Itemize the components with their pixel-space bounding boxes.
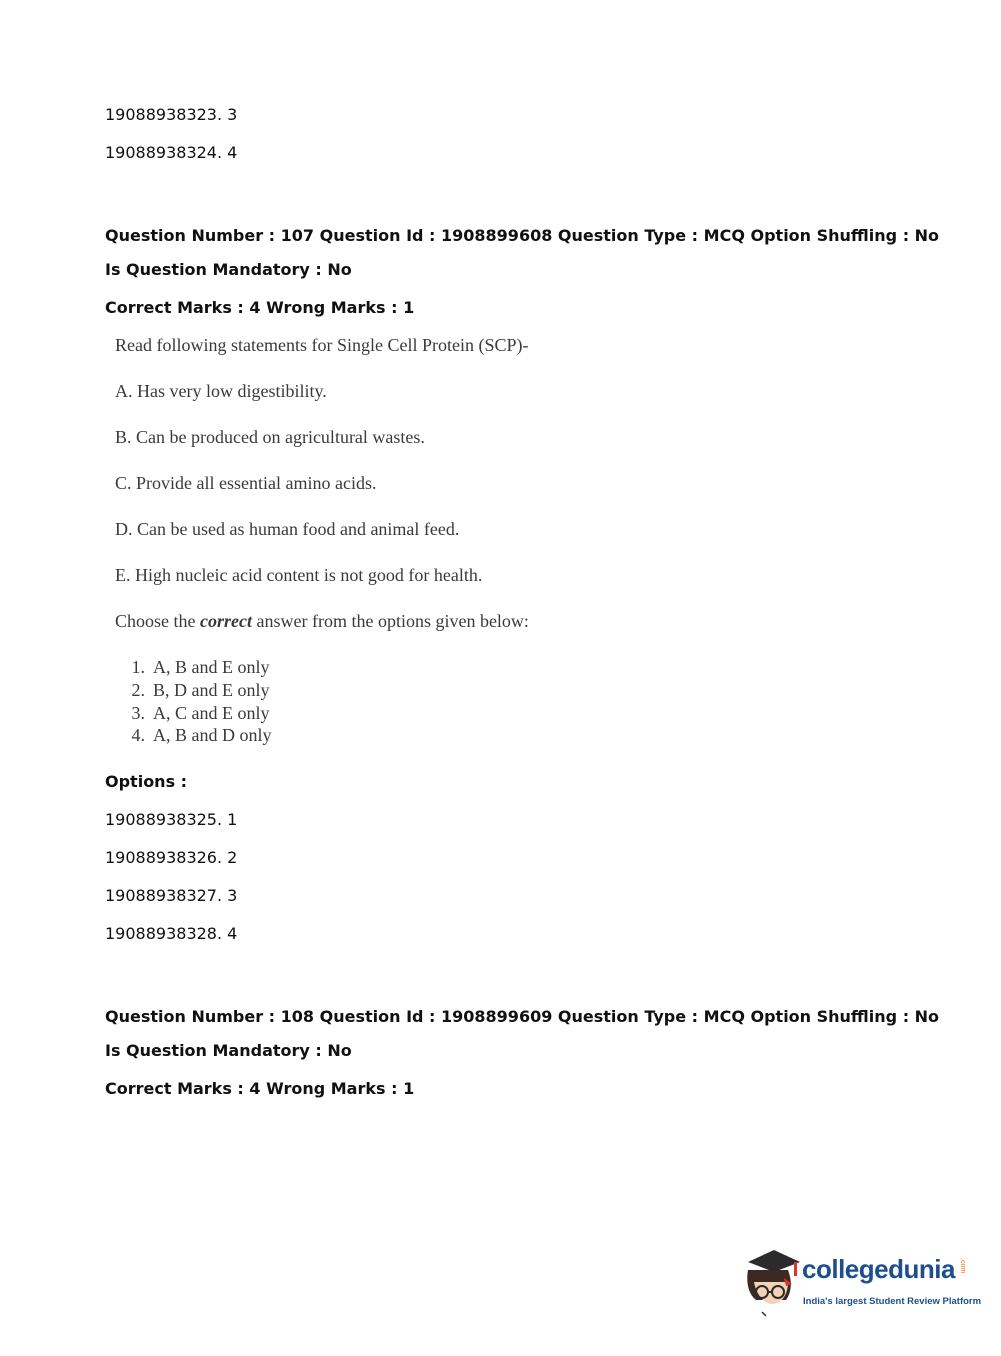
- statement: E. High nucleic acid content is not good for health.: [115, 565, 483, 585]
- question-marks: Correct Marks : 4 Wrong Marks : 1: [105, 298, 415, 317]
- option-line: 19088938326. 2: [105, 848, 238, 867]
- choose-emphasis: correct: [200, 611, 252, 631]
- collegedunia-logo: [740, 1248, 982, 1318]
- choose-instruction: [115, 610, 529, 632]
- choice-item: [115, 724, 272, 746]
- choice-text: A, C and E only: [153, 703, 270, 723]
- question-marks: Correct Marks : 4 Wrong Marks : 1: [105, 1079, 415, 1098]
- statement: C. Provide all essential amino acids.: [115, 473, 377, 493]
- statement: B. Can be produced on agricultural wastes.: [115, 427, 425, 447]
- question-mandatory: Is Question Mandatory : No: [105, 1041, 352, 1060]
- options-label: Options :: [105, 772, 188, 791]
- choice-text: B, D and E only: [153, 680, 270, 700]
- question-header: Question Number : 107 Question Id : 1908899608 Question Type : MCQ Option Shuffling : No: [105, 226, 940, 245]
- choice-number: 3.: [131, 703, 145, 723]
- choose-suffix: answer from the options given below:: [251, 611, 529, 631]
- question-mandatory: Is Question Mandatory : No: [105, 260, 352, 279]
- choice-text: A, B and D only: [153, 725, 272, 745]
- option-line: 19088938325. 1: [105, 810, 238, 829]
- choice-text: A, B and E only: [153, 657, 270, 677]
- choose-prefix: Choose the: [115, 611, 200, 631]
- mascot-icon: [740, 1248, 802, 1318]
- statement: A. Has very low digestibility.: [115, 381, 327, 401]
- option-line: 19088938327. 3: [105, 886, 238, 905]
- choice-number: 1.: [131, 657, 145, 677]
- brand-name: collegedunia: [802, 1254, 955, 1284]
- option-line: 19088938328. 4: [105, 924, 238, 943]
- question-header: Question Number : 108 Question Id : 1908899609 Question Type : MCQ Option Shuffling : No: [105, 1007, 940, 1026]
- choice-item: [115, 679, 270, 701]
- choice-number: 2.: [131, 680, 145, 700]
- brand-tagline: India's largest Student Review Platform: [803, 1296, 982, 1307]
- option-line: 19088938324. 4: [105, 143, 238, 162]
- choice-item: [115, 656, 270, 678]
- question-stem: Read following statements for Single Cell Protein (SCP)-: [115, 335, 529, 355]
- option-line: 19088938323. 3: [105, 105, 238, 124]
- choice-number: 4.: [131, 725, 145, 745]
- statement: D. Can be used as human food and animal feed.: [115, 519, 460, 539]
- brand-dotcom: .com: [959, 1258, 966, 1274]
- choice-item: [115, 702, 270, 724]
